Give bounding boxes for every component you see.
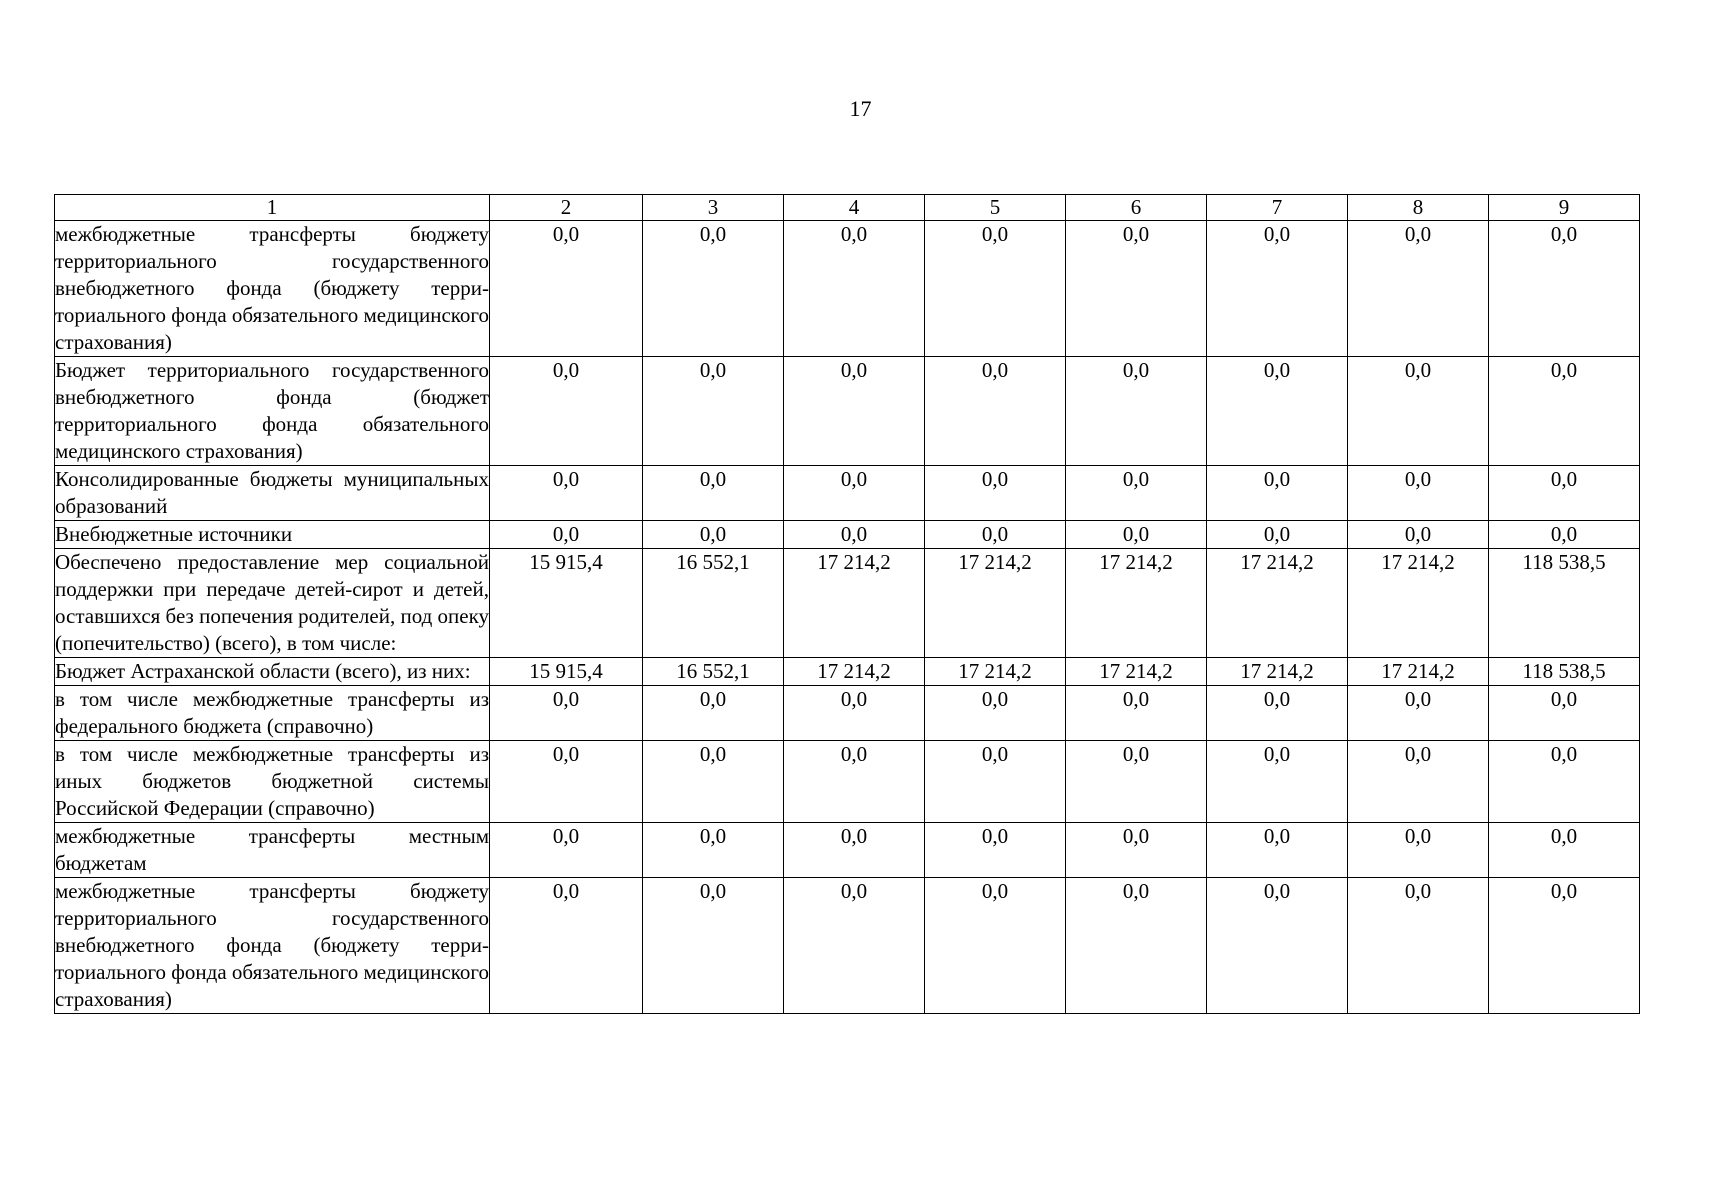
value-cell: 0,0 (1066, 221, 1207, 357)
value-cell: 0,0 (1207, 686, 1348, 741)
value-cell: 0,0 (1348, 357, 1489, 466)
value-cell: 0,0 (784, 521, 925, 549)
table-row (55, 878, 1640, 1014)
header-cell: 5 (925, 195, 1066, 221)
page-number: 17 (849, 96, 872, 121)
value-cell: 0,0 (1207, 357, 1348, 466)
value-cell: 0,0 (1489, 823, 1640, 878)
value-cell: 0,0 (643, 823, 784, 878)
value-cell: 0,0 (1207, 823, 1348, 878)
value-cell: 0,0 (925, 357, 1066, 466)
value-cell: 0,0 (643, 466, 784, 521)
value-cell: 0,0 (643, 357, 784, 466)
value-cell: 0,0 (490, 686, 643, 741)
value-cell: 0,0 (1489, 686, 1640, 741)
row-label: Обеспечено предоставление мер социальной поддержки при передаче детей-сирот и детей, оставшихся без попечения родителей, под опеку (попечительство) (всего), в том числе: (55, 549, 490, 658)
value-cell: 0,0 (1489, 521, 1640, 549)
value-cell: 0,0 (925, 741, 1066, 823)
value-cell: 118 538,5 (1489, 549, 1640, 658)
value-cell: 17 214,2 (1207, 658, 1348, 686)
value-cell: 0,0 (1207, 878, 1348, 1014)
value-cell: 0,0 (1489, 357, 1640, 466)
value-cell: 17 214,2 (1066, 658, 1207, 686)
value-cell: 0,0 (1066, 878, 1207, 1014)
table-row (55, 741, 1640, 823)
value-cell: 0,0 (1348, 521, 1489, 549)
value-cell: 17 214,2 (925, 549, 1066, 658)
value-cell: 0,0 (1066, 823, 1207, 878)
table-row (55, 549, 1640, 658)
value-cell: 0,0 (1207, 741, 1348, 823)
row-label: межбюджетные трансферты бюджету территориального государственного внебюджетного фонда (бюджету территориального фонда обязательного медицинского страхования) (55, 878, 490, 1014)
header-cell: 7 (1207, 195, 1348, 221)
header-cell: 1 (55, 195, 490, 221)
row-label: в том числе межбюджетные трансферты из федерального бюджета (справочно) (55, 686, 490, 741)
row-label: Внебюджетные источники (55, 521, 490, 549)
value-cell: 0,0 (1207, 466, 1348, 521)
value-cell: 15 915,4 (490, 549, 643, 658)
value-cell: 0,0 (643, 741, 784, 823)
value-cell: 0,0 (925, 466, 1066, 521)
value-cell: 17 214,2 (1348, 658, 1489, 686)
value-cell: 0,0 (1489, 221, 1640, 357)
table-row (55, 521, 1640, 549)
value-cell: 0,0 (490, 357, 643, 466)
value-cell: 0,0 (1066, 521, 1207, 549)
value-cell: 0,0 (490, 823, 643, 878)
value-cell: 16 552,1 (643, 549, 784, 658)
value-cell: 0,0 (1066, 466, 1207, 521)
value-cell: 17 214,2 (784, 658, 925, 686)
value-cell: 0,0 (925, 686, 1066, 741)
value-cell: 16 552,1 (643, 658, 784, 686)
value-cell: 0,0 (1348, 823, 1489, 878)
row-label: Бюджет Астраханской области (всего), из них: (55, 658, 490, 686)
row-label: Бюджет территориального государственного внебюджетного фонда (бюджет территориального фонда обязательного медицинского страхования) (55, 357, 490, 466)
value-cell: 17 214,2 (1348, 549, 1489, 658)
value-cell: 0,0 (643, 686, 784, 741)
table-row (55, 823, 1640, 878)
value-cell: 0,0 (1066, 686, 1207, 741)
value-cell: 17 214,2 (925, 658, 1066, 686)
row-label: межбюджетные трансферты местным бюджетам (55, 823, 490, 878)
table-row (55, 221, 1640, 357)
value-cell: 0,0 (1348, 686, 1489, 741)
value-cell: 0,0 (1066, 357, 1207, 466)
value-cell: 0,0 (643, 878, 784, 1014)
value-cell: 0,0 (490, 466, 643, 521)
value-cell: 0,0 (1489, 466, 1640, 521)
header-cell: 4 (784, 195, 925, 221)
header-cell: 2 (490, 195, 643, 221)
value-cell: 0,0 (1348, 221, 1489, 357)
row-label: Консолидированные бюджеты муниципальных образований (55, 466, 490, 521)
value-cell: 17 214,2 (1207, 549, 1348, 658)
table-row (55, 686, 1640, 741)
value-cell: 0,0 (784, 878, 925, 1014)
header-cell: 8 (1348, 195, 1489, 221)
value-cell: 0,0 (1489, 878, 1640, 1014)
value-cell: 0,0 (925, 221, 1066, 357)
value-cell: 0,0 (925, 823, 1066, 878)
budget-table (54, 194, 1640, 1014)
header-cell: 6 (1066, 195, 1207, 221)
row-label: в том числе межбюджетные трансферты из иных бюджетов бюджетной системы Российской Федерации (справочно) (55, 741, 490, 823)
value-cell: 0,0 (925, 878, 1066, 1014)
value-cell: 0,0 (1207, 221, 1348, 357)
value-cell: 0,0 (925, 521, 1066, 549)
value-cell: 0,0 (1348, 741, 1489, 823)
value-cell: 0,0 (490, 741, 643, 823)
value-cell: 0,0 (784, 741, 925, 823)
value-cell: 0,0 (1207, 521, 1348, 549)
value-cell: 0,0 (784, 466, 925, 521)
value-cell: 0,0 (1066, 741, 1207, 823)
header-cell: 9 (1489, 195, 1640, 221)
value-cell: 0,0 (1348, 466, 1489, 521)
value-cell: 118 538,5 (1489, 658, 1640, 686)
value-cell: 0,0 (490, 878, 643, 1014)
value-cell: 17 214,2 (1066, 549, 1207, 658)
value-cell: 0,0 (1489, 741, 1640, 823)
value-cell: 0,0 (490, 521, 643, 549)
header-row (55, 195, 1640, 221)
table-row (55, 357, 1640, 466)
table-row (55, 658, 1640, 686)
row-label: межбюджетные трансферты бюджету территориального государственного внебюджетного фонда (бюджету территориального фонда обязательного медицинского страхования) (55, 221, 490, 357)
value-cell: 0,0 (490, 221, 643, 357)
table-row (55, 466, 1640, 521)
header-cell: 3 (643, 195, 784, 221)
value-cell: 15 915,4 (490, 658, 643, 686)
value-cell: 0,0 (784, 686, 925, 741)
value-cell: 0,0 (784, 823, 925, 878)
value-cell: 0,0 (784, 221, 925, 357)
value-cell: 0,0 (643, 221, 784, 357)
value-cell: 17 214,2 (784, 549, 925, 658)
value-cell: 0,0 (784, 357, 925, 466)
table-body (55, 221, 1640, 1014)
value-cell: 0,0 (1348, 878, 1489, 1014)
value-cell: 0,0 (643, 521, 784, 549)
